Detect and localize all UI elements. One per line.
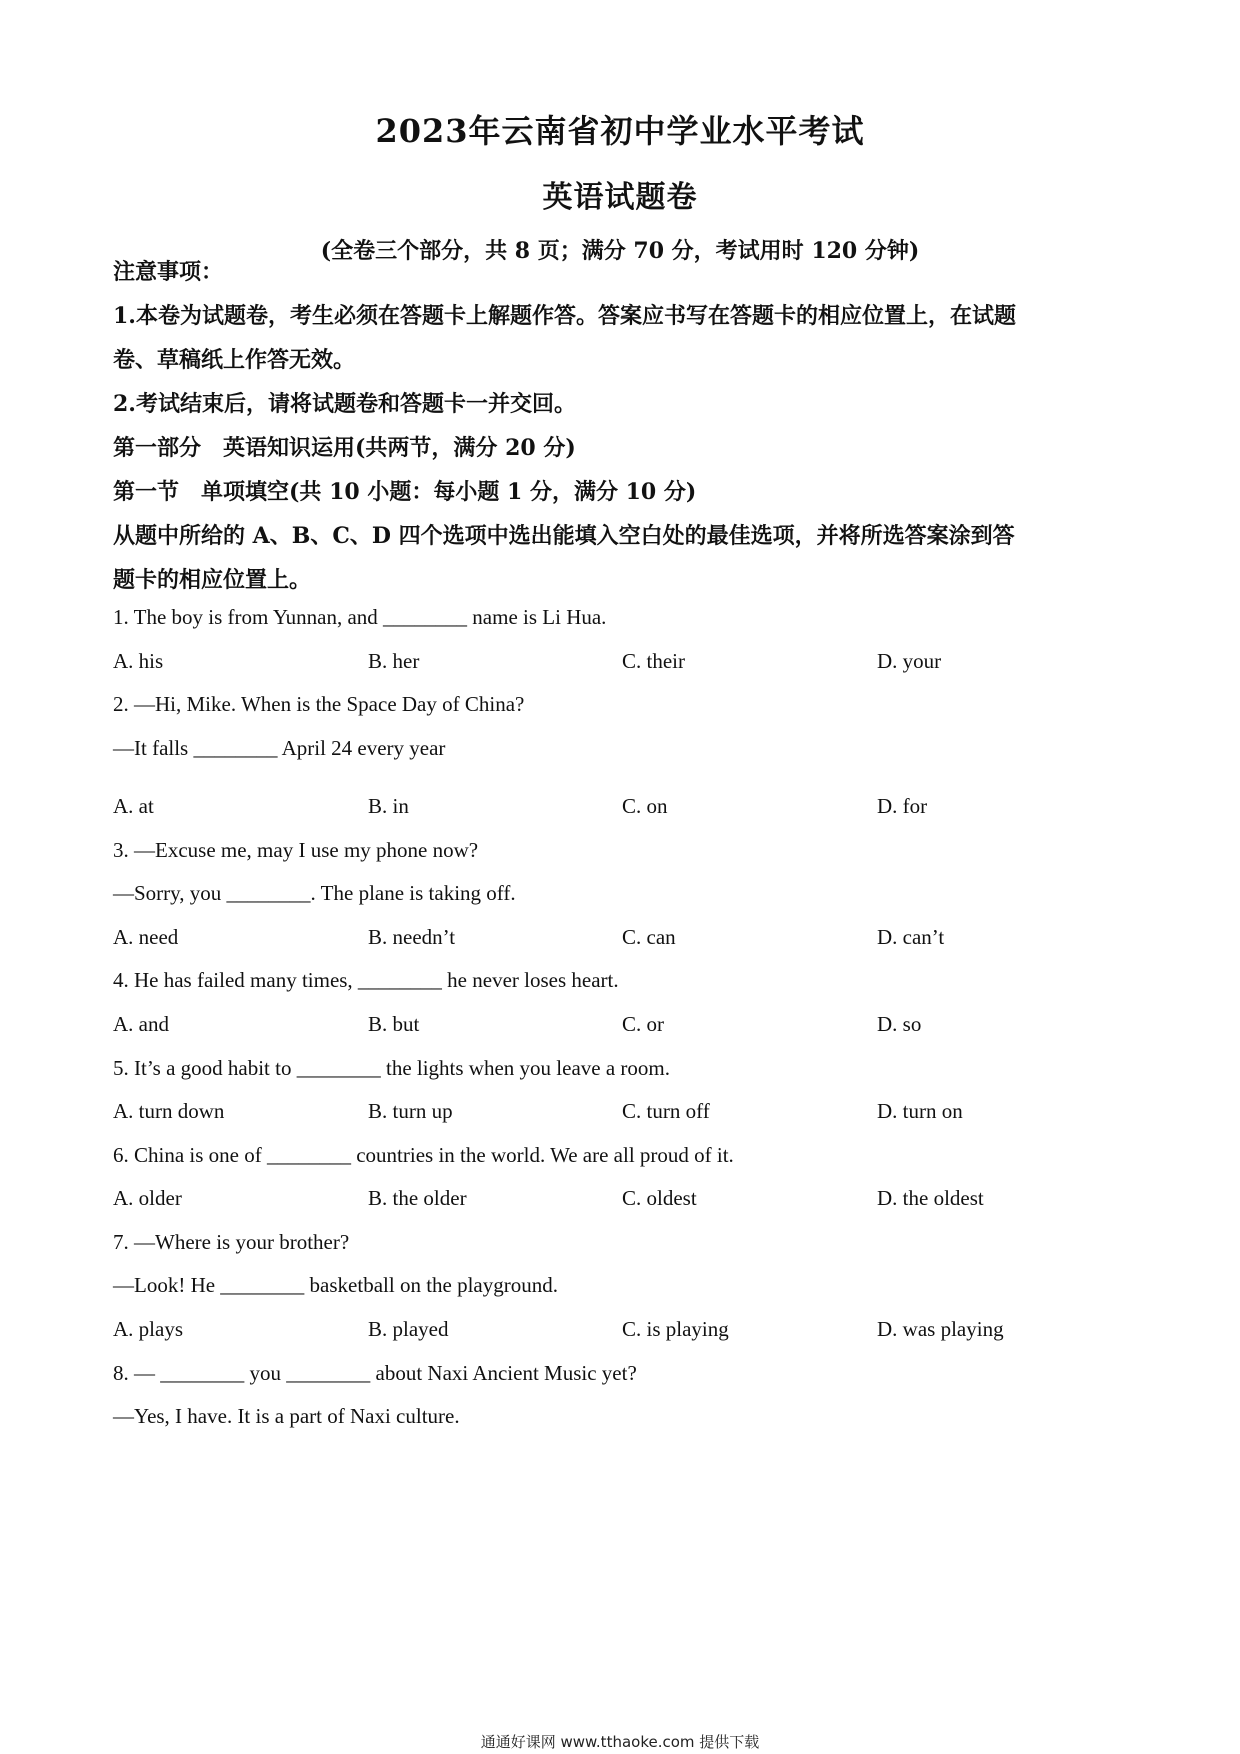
exam-info: (全卷三个部分，共 8 页；满分 70 分，考试用时 120 分钟)	[320, 238, 920, 264]
question-5-option-a: A. turn down	[113, 1099, 225, 1123]
question-3-option-c: C. can	[622, 925, 676, 949]
question-2-option-b: B. in	[368, 794, 409, 818]
question-4-option-d: D. so	[877, 1012, 922, 1036]
question-1-option-d: D. your	[877, 649, 942, 673]
question-5-stem: 5. It’s a good habit to ________ the lights when you leave a room.	[113, 1056, 670, 1080]
question-8-stem: 8. — ________ you ________ about Naxi Ancient Music yet?	[113, 1361, 637, 1385]
question-3-stem: 3. —Excuse me, may I use my phone now?	[113, 838, 479, 862]
exam-title: 2023年云南省初中学业水平考试	[375, 112, 865, 150]
question-6-stem: 6. China is one of ________ countries in the world. We are all proud of it.	[113, 1143, 734, 1167]
question-3-option-a: A. need	[113, 925, 179, 949]
page-footer: 通通好课网 www.tthaoke.com 提供下载	[480, 1733, 760, 1751]
question-7-reply: —Look! He ________ basketball on the playground.	[113, 1273, 558, 1297]
question-6-option-c: C. oldest	[622, 1186, 697, 1210]
question-7-option-a: A. plays	[113, 1317, 183, 1341]
section1-heading: 第一节 单项填空(共 10 小题：每小题 1 分，满分 10 分)	[113, 479, 697, 505]
question-3-option-d: D. can’t	[877, 925, 945, 949]
question-7-option-d: D. was playing	[877, 1317, 1004, 1341]
exam-subtitle: 英语试题卷	[542, 180, 698, 215]
question-5-option-d: D. turn on	[877, 1099, 963, 1123]
question-7-option-c: C. is playing	[622, 1317, 729, 1341]
question-1-option-a: A. his	[113, 649, 164, 673]
question-4-option-c: C. or	[622, 1012, 664, 1036]
question-8-reply: —Yes, I have. It is a part of Naxi culture.	[113, 1404, 460, 1428]
note-1-line-b: 卷、草稿纸上作答无效。	[113, 347, 356, 373]
question-4-option-a: A. and	[113, 1012, 169, 1036]
instruction-line-b: 题卡的相应位置上。	[113, 567, 312, 593]
question-5-option-c: C. turn off	[622, 1099, 710, 1123]
question-2-option-d: D. for	[877, 794, 928, 818]
question-2-stem: 2. —Hi, Mike. When is the Space Day of China?	[113, 692, 525, 716]
question-6-option-d: D. the oldest	[877, 1186, 984, 1210]
question-6-option-b: B. the older	[368, 1186, 467, 1210]
notes-heading: 注意事项：	[113, 259, 224, 285]
question-1-option-b: B. her	[368, 649, 420, 673]
question-2-option-c: C. on	[622, 794, 668, 818]
instruction-line-a: 从题中所给的 A、B、C、D 四个选项中选出能填入空白处的最佳选项，并将所选答案涂到答	[113, 523, 1015, 549]
question-7-option-b: B. played	[368, 1317, 449, 1341]
question-2-reply: —It falls ________ April 24 every year	[113, 736, 446, 760]
question-7-stem: 7. —Where is your brother?	[113, 1230, 350, 1254]
question-1-stem: 1. The boy is from Yunnan, and ________ name is Li Hua.	[113, 605, 607, 629]
question-5-option-b: B. turn up	[368, 1099, 453, 1123]
question-4-option-b: B. but	[368, 1012, 420, 1036]
note-1-line-a: 1.本卷为试题卷，考生必须在答题卡上解题作答。答案应书写在答题卡的相应位置上，在试题	[113, 303, 1016, 329]
question-2-option-a: A. at	[113, 794, 154, 818]
part1-heading: 第一部分 英语知识运用(共两节，满分 20 分)	[113, 435, 576, 461]
question-1-option-c: C. their	[622, 649, 685, 673]
question-6-option-a: A. older	[113, 1186, 182, 1210]
question-4-stem: 4. He has failed many times, ________ he never loses heart.	[113, 968, 619, 992]
note-2: 2.考试结束后，请将试题卷和答题卡一并交回。	[113, 391, 576, 417]
question-3-reply: —Sorry, you ________. The plane is taking off.	[113, 881, 516, 905]
question-3-option-b: B. needn’t	[368, 925, 456, 949]
